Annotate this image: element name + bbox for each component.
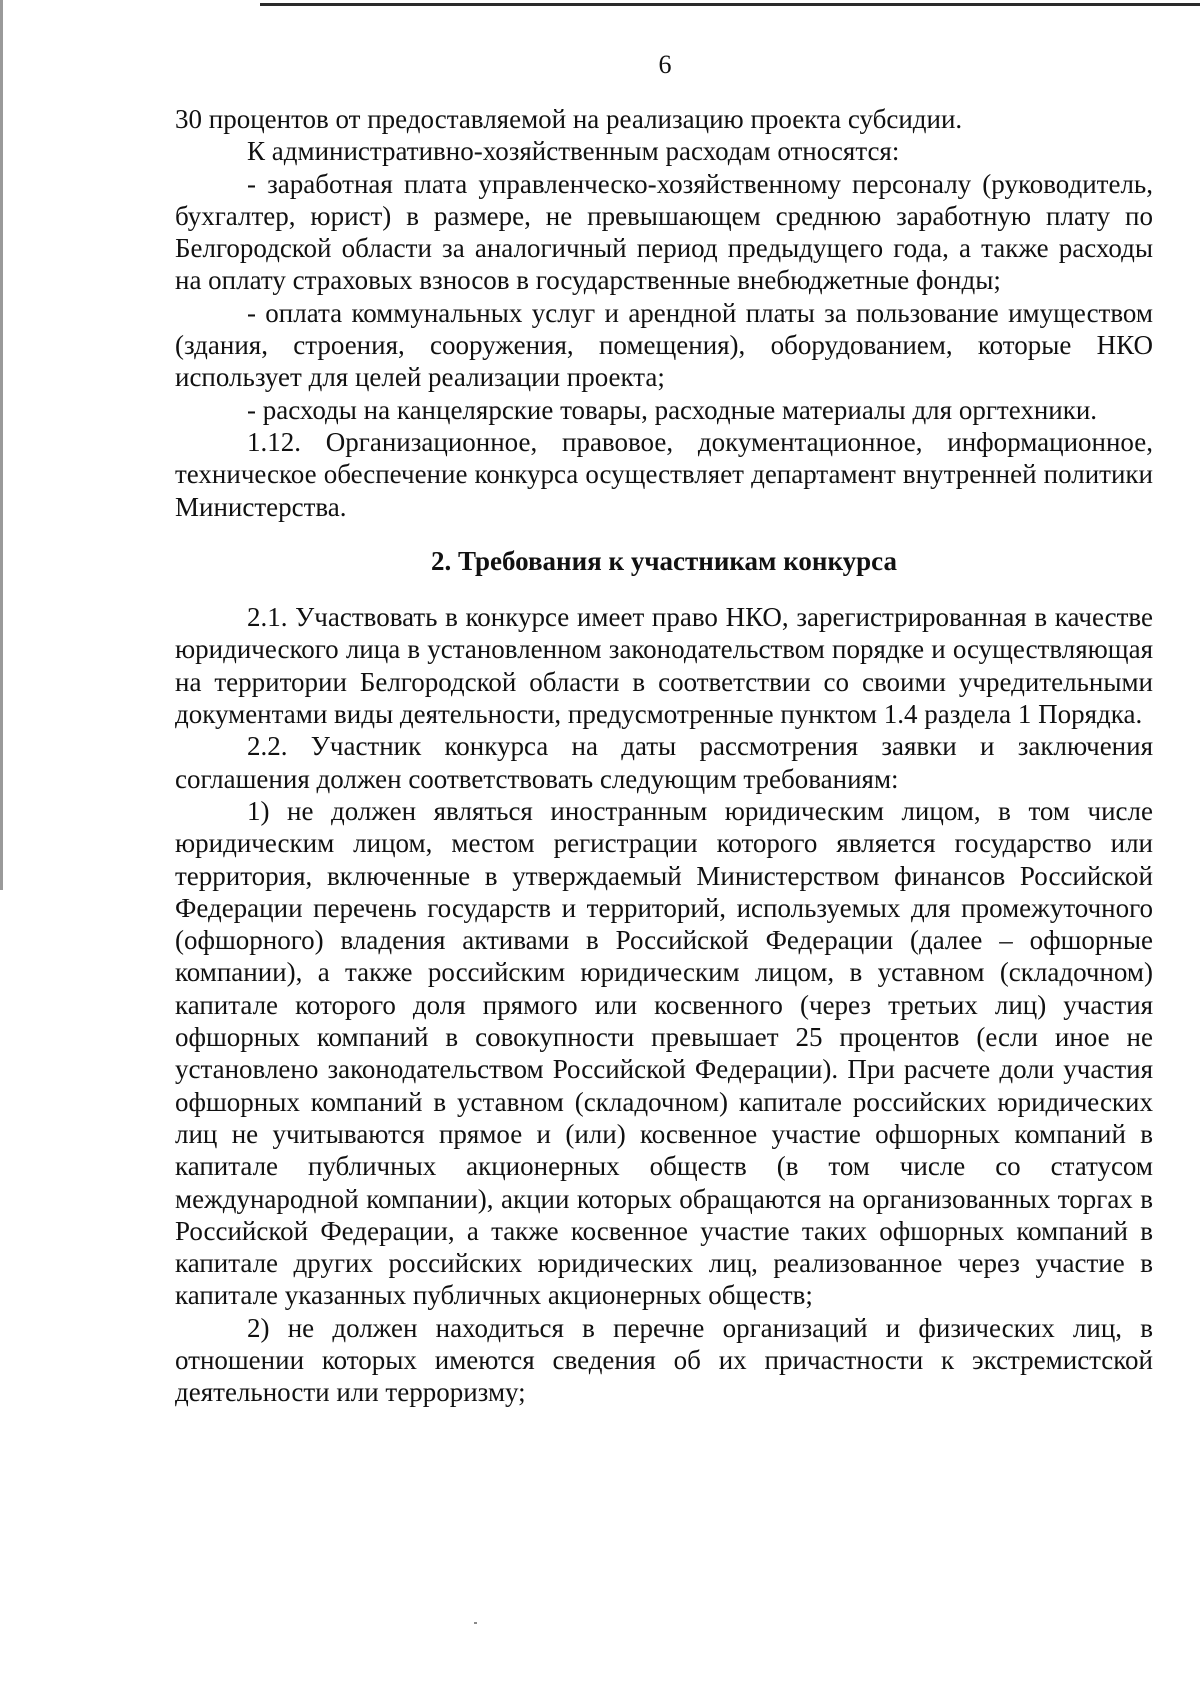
scan-edge-top	[260, 3, 1200, 6]
paragraph-admin-expenses-intro: К административно-хозяйственным расходам относятся:	[247, 136, 900, 167]
requirement-1: 1) не должен являться иностранным юридическим лицом, в том числе юридическим лицом, местом регистрации которого является государство или территория, включенные в утверждаемый Министерством финансов Российской Федерации перечень государств и территорий, используемых для промежуточного (офшорного) владения активами в Российской Федерации (далее – офшорные компании), а также российским юридическим лицом, в уставном (складочном) капитале которого доля прямого или косвенного (через третьих лиц) участия офшорных компаний в совокупности превышает 25 процентов (если иное не установлено законодательством Российской Федерации). При расчете доли участия офшорных компаний в уставном (складочном) капитале российских юридических лиц не учитываются прямое и (или) косвенное участие офшорных компаний в капитале публичных акционерных обществ (в том числе со статусом международной компании), акции которых обращаются на организованных торгах в Российской Федерации, а также косвенное участие таких офшорных компаний в капитале других российских юридических лиц, реализованное через участие в капитале указанных публичных акционерных обществ;	[175, 795, 1153, 1311]
section-heading: 2. Требования к участникам конкурса	[431, 545, 897, 576]
page-number: 6	[658, 50, 672, 79]
scan-speck	[474, 1622, 477, 1624]
list-item-office-supplies: - расходы на канцелярские товары, расходные материалы для оргтехники.	[247, 394, 1098, 425]
document-body	[175, 103, 1153, 1409]
list-item-utilities: - оплата коммунальных услуг и арендной платы за пользование имуществом (здания, строения, сооружения, помещения), оборудованием, которые НКО использует для целей реализации проекта;	[175, 297, 1153, 393]
paragraph-1-12: 1.12. Организационное, правовое, документационное, информационное, техническое обеспечение конкурса осуществляет департамент внутренней политики Министерства.	[175, 426, 1153, 522]
requirement-2: 2) не должен находиться в перечне организаций и физических лиц, в отношении которых имеются сведения об их причастности к экстремистской деятельности или терроризму;	[175, 1312, 1153, 1408]
list-item-salary: - заработная плата управленческо-хозяйственному персоналу (руководитель, бухгалтер, юрист) в размере, не превышающем среднюю заработную плату по Белгородской области за аналогичный период предыдущего года, а также расходы на оплату страховых взносов в государственные внебюджетные фонды;	[175, 168, 1153, 296]
paragraph-continuation: 30 процентов от предоставляемой на реализацию проекта субсидии.	[175, 104, 963, 134]
scan-edge-left	[0, 0, 3, 890]
paragraph-2-1: 2.1. Участвовать в конкурсе имеет право НКО, зарегистрированная в качестве юридического лица в установленном законодательством порядке и осуществляющая на территории Белгородской области в соответствии со своими учредительными документами виды деятельности, предусмотренные пунктом 1.4 раздела 1 Порядка.	[175, 602, 1153, 730]
paragraph-2-2: 2.2. Участник конкурса на даты рассмотрения заявки и заключения соглашения должен соответствовать следующим требованиям:	[175, 731, 1153, 794]
